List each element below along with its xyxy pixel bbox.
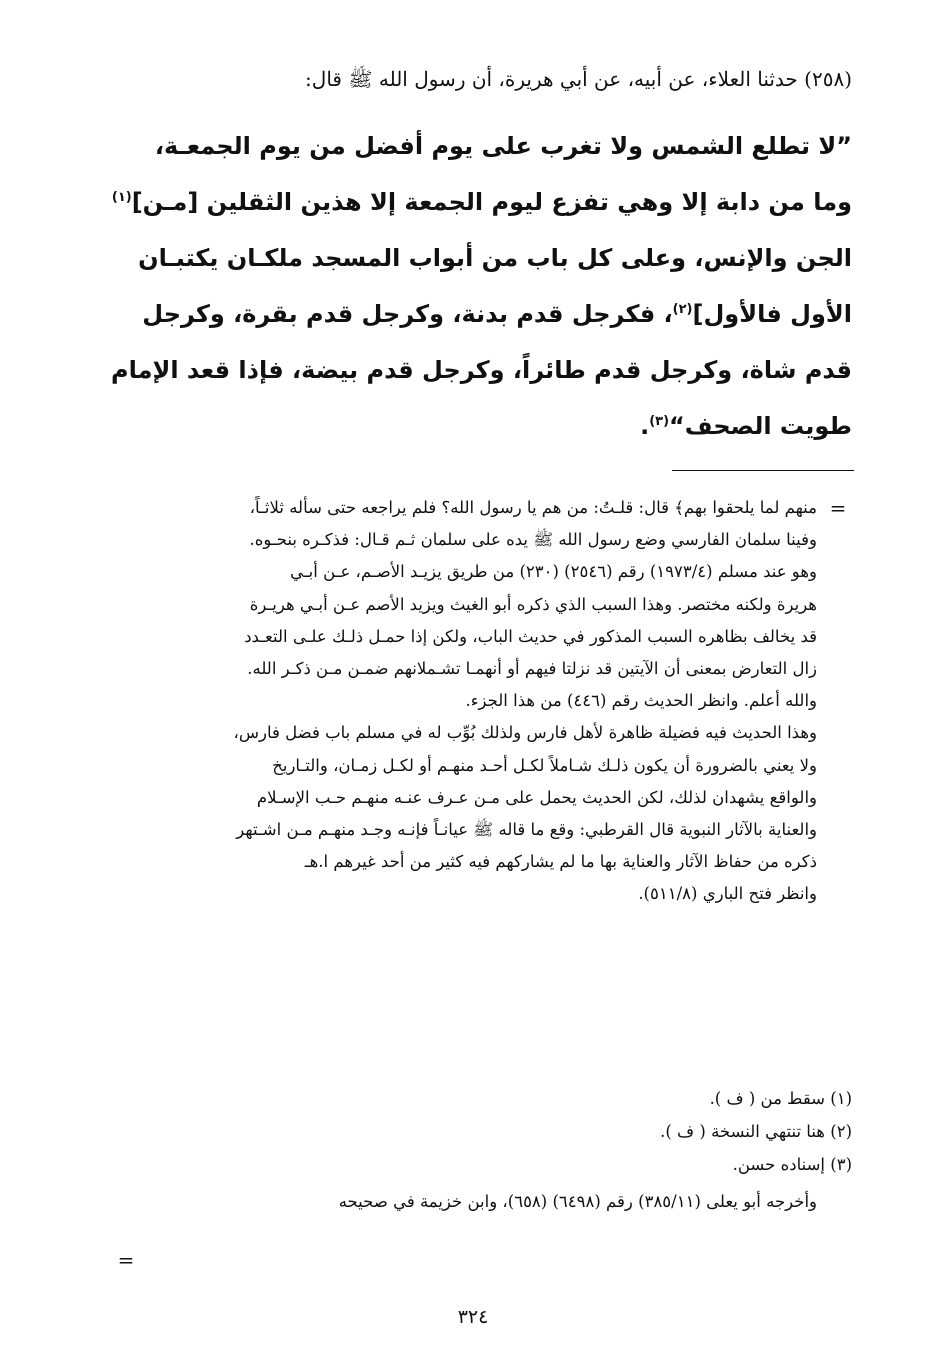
footnote-line: منهم لما يلحقوا بهم﴾ قال: قلـتُ: من هم يا رسول الله؟ فلم يراجعه حتى سأله ثلاثـاً، bbox=[249, 498, 817, 517]
hadith-narration: (٢٥٨) حدثنا العلاء، عن أبيه، عن أبي هريرة، أن رسول الله ﷺ قال: bbox=[305, 67, 852, 91]
footnote-line: والله أعلم. وانظر الحديث رقم (٤٤٦) من هذا الجزء. bbox=[465, 691, 817, 711]
hadith-line: قدم شاة، وكرجل قدم طائراً، وكرجل قدم بيضة، فإذا قعد الإمام bbox=[111, 356, 852, 384]
footnote-3: (٣) إسناده حسن. bbox=[732, 1155, 852, 1174]
continued-from-previous-mark: = bbox=[829, 496, 847, 520]
footnote-line: قد يخالف بظاهره السبب المذكور في حديث الباب، ولكن إذا حمـل ذلـك علـى التعـدد bbox=[244, 626, 817, 646]
footnote-line: ولا يعني بالضرورة أن يكون ذلـك شـاملاً لكـل أحـد منهـم أو لكـل زمـان، والتـاريخ bbox=[272, 755, 817, 775]
footnote-1: (١) سقط من ( ف ). bbox=[709, 1089, 852, 1108]
hadith-line: وما من دابة إلا وهي تفزع ليوم الجمعة إلا هذين الثقلين [مـن]$^{(١)}$ bbox=[111, 188, 852, 216]
hadith-line: ”لا تطلع الشمس ولا تغرب على يوم أفضل من يوم الجمعـة، bbox=[154, 132, 852, 160]
continues-next-page-mark: = bbox=[117, 1248, 135, 1272]
footnote-ref-3: (٣) bbox=[649, 414, 670, 429]
footnote-ref-1: (١) bbox=[111, 190, 132, 205]
hadith-text bbox=[92, 118, 852, 454]
hadith-line: الأول فالأول]$^{(٢)}$، فكرجل قدم بدنة، وكرجل قدم بقرة، وكرجل bbox=[142, 300, 852, 328]
footnote-2: (٢) هنا تنتهي النسخة ( ف ). bbox=[660, 1122, 852, 1141]
footnote-line: هريرة ولكنه مختصر. وهذا السبب الذي ذكره أبو الغيث ويزيد الأصم عـن أبـي هريـرة bbox=[249, 594, 817, 614]
page-number: ٣٢٤ bbox=[457, 1306, 489, 1328]
hadith-line: الجن والإنس، وعلى كل باب من أبواب المسجد ملكـان يكتبـان bbox=[138, 244, 852, 272]
footnote-line: وهو عند مسلم (١٩٧٣/٤) رقم (٢٥٤٦) (٢٣٠) من طريق يزيـد الأصـم، عـن أبـي bbox=[290, 562, 817, 582]
footnote-line: وانظر فتح الباري (٥١١/٨). bbox=[638, 884, 817, 904]
footnote-line: والعناية بالآثار النبوية قال القرطبي: وقع ما قاله ﷺ عيانـاً فإنـه وجـد منهـم مـن اشـتهر bbox=[236, 820, 817, 840]
footnotes bbox=[82, 1082, 852, 1218]
footnote-line: ذكره من حفاظ الآثار والعناية بها ما لم يشاركهم فيه كثير من أحد غيرهم ا.هـ bbox=[304, 852, 817, 872]
hadith-line: طويت الصحف“$^{(٣)}$. bbox=[640, 412, 852, 440]
footnote-line: وهذا الحديث فيه فضيلة ظاهرة لأهل فارس ولذلك بُوِّب له في مسلم باب فضل فارس، bbox=[233, 723, 817, 743]
footnote-3-continued: وأخرجه أبو يعلى (٣٨٥/١١) رقم (٦٤٩٨) (٦٥٨)، وابن خزيمة في صحيحه bbox=[338, 1192, 817, 1211]
footnote-separator bbox=[672, 470, 854, 471]
footnote-continuation bbox=[82, 492, 852, 911]
footnote-line: والواقع يشهدان لذلك، لكن الحديث يحمل على مـن عـرف عنـه منهـم حـب الإسـلام bbox=[256, 787, 817, 807]
footnote-ref-2: (٢) bbox=[672, 302, 693, 317]
footnote-line: زال التعارض بمعنى أن الآيتين قد نزلتا فيهم أو أنهمـا تشـملانهم ضمـن مـن ذكـر الله. bbox=[247, 659, 817, 679]
footnote-line: وفينا سلمان الفارسي وضع رسول الله ﷺ يده على سلمان ثـم قـال: فذكـره بنحـوه. bbox=[249, 530, 817, 550]
